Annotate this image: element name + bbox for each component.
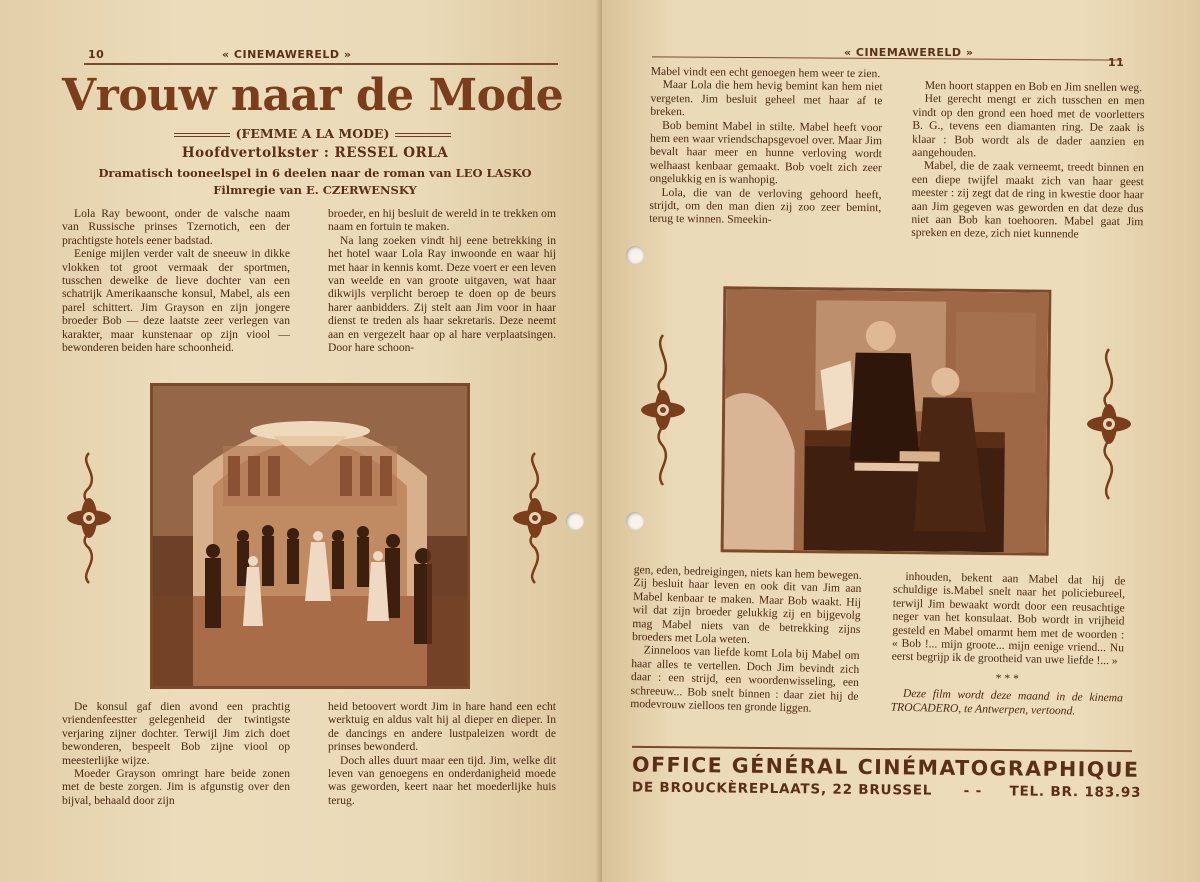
right-column-1-bottom bbox=[630, 563, 862, 716]
paragraph: Lola Ray bewoont, onder de valsche naam van Russische prinses Tzernotich, een der prachtigste hotels eener badstad. bbox=[62, 207, 290, 247]
paragraph: De konsul gaf dien avond een prachtig vriendenfeestter gelegenheid der twintigste verjaring zijner dochter. Terwijl Jim zich doet bewonderen, bespeelt Bob zijne viool op meesterlijke wijze. bbox=[62, 700, 290, 767]
running-head-right: « CINEMAWERELD » bbox=[844, 46, 974, 59]
flourish-ornament-left bbox=[64, 448, 114, 588]
paragraph: Maar Lola die hem hevig bemint kan hem niet vergeten. Jim besluit geheel met haar af te breken. bbox=[650, 78, 883, 119]
header-rule-right bbox=[652, 56, 1122, 60]
paragraph: Mabel, die de zaak verneemt, treedt binnen en een diepe twijfel maakt zich van haar geest meester : zij zegt dat de ring in kwestie door haar aan Jim gegeven was geworden en dat deze dus niet aan Bob kan toehooren. Mabel gaat Jim spreken en deze, zich niet kunnende bbox=[911, 159, 1144, 242]
paragraph: Men hoort stappen en Bob en Jim snellen weg. bbox=[924, 78, 1143, 95]
binding-hole-left bbox=[566, 512, 584, 530]
paragraph: heid betoovert wordt Jim in hare hand een echt werktuig en aldus valt hij al dieper en dieper. In de dancings en andere lustpaleizen wordt de prinses bewonderd. bbox=[328, 700, 556, 754]
right-page bbox=[602, 0, 1200, 882]
director-line: Filmregie van E. CZERWENSKY bbox=[213, 183, 417, 197]
subtitle-right-rule bbox=[395, 133, 451, 137]
asterisk-divider: * * * bbox=[995, 671, 1020, 686]
paragraph: Lola, die van de verloving gehoord heeft, strijdt, om den man dien zij zoo zeer bemint, terug te winnen. Smeekin- bbox=[649, 185, 882, 227]
running-head-left: « CINEMAWERELD » bbox=[222, 48, 352, 61]
paragraph: inhouden, bekent aan Mabel dat hij de schuldige is.Mabel snelt naar het policiebureel, terwijl Jim bewaakt wordt door een reusachtige neger van het konsulaat. Bob wordt in vrijheid gesteld en Mabel omarmt hem met de woorden : « Bob !... mijn groote... mijn eenige vriend... Nu eerst begrijp ik de grootheid van uwe liefde !... » bbox=[891, 569, 1126, 668]
paragraph: Eenige mijlen verder valt de sneeuw in dikke vlokken tot groot vermaak der sportmen, tusschen dewelke de lieve dochter van een schatrijk Amerikaansche konsul, Mabel, als een parel schittert. Jim Grayson en zijn jongere broeder Bob — deze laatste zeer verlegen van karakter, maar kunstenaar op zijn viool — bewonderen beiden hare schoonheid. bbox=[62, 247, 290, 355]
paragraph: gen, eden, bedreigingen, niets kan hem bewegen. Zij besluit haar leven en ook dit van Jim aan Mabel kenbaar te maken. Maar Bob waakt. Hij wil dat zijn broeder gelukkig zij en bijgevolg mag Mabel niets van de betrekking zijns broeders met Lola weten. bbox=[631, 563, 862, 647]
binding-hole-right-bottom bbox=[626, 512, 644, 530]
paragraph: Mabel vindt een echt genoegen hem weer te zien. bbox=[650, 64, 881, 81]
distributor-name: OFFICE GÉNÉRAL CINÉMATOGRAPHIQUE bbox=[631, 752, 1140, 782]
left-column-1-bottom bbox=[62, 700, 290, 807]
page-number-left: 10 bbox=[88, 48, 105, 61]
piano-scene-image bbox=[724, 289, 1049, 552]
flourish-ornament-right-2 bbox=[1084, 344, 1134, 504]
article-title: Vrouw naar de Mode bbox=[62, 70, 564, 121]
right-column-1-top bbox=[649, 65, 883, 228]
flourish-ornament-right-1 bbox=[638, 330, 688, 490]
ballroom-scene-image bbox=[153, 386, 467, 686]
left-column-2-bottom bbox=[328, 700, 556, 807]
distributor-block bbox=[631, 752, 1142, 801]
paragraph: Moeder Grayson omringt hare beide zonen met de beste zorgen. Jim is afgunstig over den bijval, behaald door zijn bbox=[62, 767, 290, 807]
lead-actress: Hoofdvertolkster : RESSEL ORLA bbox=[181, 145, 449, 161]
address-separator: - - bbox=[963, 782, 983, 800]
footer-rule bbox=[632, 746, 1132, 752]
distributor-phone: TEL. BR. 183.93 bbox=[1009, 783, 1142, 801]
subtitle-text: (FEMME A LA MODE) bbox=[235, 126, 390, 141]
left-column-2-top bbox=[328, 207, 556, 354]
left-column-1-top bbox=[62, 207, 290, 354]
page-number-right: 11 bbox=[1108, 56, 1125, 69]
right-column-2-top bbox=[911, 79, 1145, 242]
credit-line: Dramatisch tooneelspel in 6 deelen naar de roman van LEO LASKO bbox=[98, 166, 532, 180]
binding-hole-right-top bbox=[626, 246, 644, 264]
article-subtitle bbox=[165, 126, 460, 141]
paragraph: broeder, en hij besluit de wereld in te trekken om naam en fortuin te maken. bbox=[328, 207, 556, 234]
paragraph: Na lang zoeken vindt hij eene betrekking in het hotel waar Lola Ray inwoonde en waar hij met haar in kennis komt. Deze voert er een leven van weelde en van groote uitgaven, wat haar dikwijls verplicht beroep te doen op de beurs harer aanbidders. Zij stelt aan Jim voor in haar dienst te treden als haar sekretaris. Deze neemt aan en vergezelt haar op al hare verplaatsingen. Door hare schoon- bbox=[328, 233, 556, 355]
screening-note: Deze film wordt deze maand in de kinema TROCADERO, te Antwerpen, vertoond. bbox=[890, 687, 1124, 718]
piano-scene-photo bbox=[721, 286, 1052, 555]
paragraph: Zinneloos van liefde komt Lola bij Mabel om haar alles te vertellen. Doch Jim bevindt zich daar : een strijd, een woordenwisseling, een schreeuw... Bob snelt binnen : daar ziet hij de modevrouw zielloos ten gronde liggen. bbox=[630, 643, 860, 715]
flourish-ornament-left-2 bbox=[510, 448, 560, 588]
paragraph: Bob bemint Mabel in stilte. Mabel heeft voor hem een waar vriendschapsgevoel over. Maar Jim bevalt haar meer en hunne verloving wordt welhaast kenbaar gemaakt. Bob voelt zich zeer ongelukkig en is wanhopig. bbox=[649, 118, 883, 187]
distributor-address: DE BROUCKÈREPLAATS, 22 BRUSSEL bbox=[631, 779, 933, 799]
ballroom-photo bbox=[150, 383, 470, 689]
subtitle-left-rule bbox=[174, 133, 230, 137]
paragraph: Het gerecht mengt er zich tusschen en men vindt op den grond een hoed met de voorletters B. G., tevens een diamanten ring. De zaak is klaar : Bob wordt als de dader aanzien en aangehouden. bbox=[912, 92, 1145, 160]
right-column-2-bottom bbox=[891, 570, 1126, 719]
paragraph: Doch alles duurt maar een tijd. Jim, welke dit leven van genoegens en onderdanigheid moede was geworden, keert naar het moederlijke huis terug. bbox=[328, 753, 556, 807]
header-rule-left bbox=[84, 63, 558, 65]
